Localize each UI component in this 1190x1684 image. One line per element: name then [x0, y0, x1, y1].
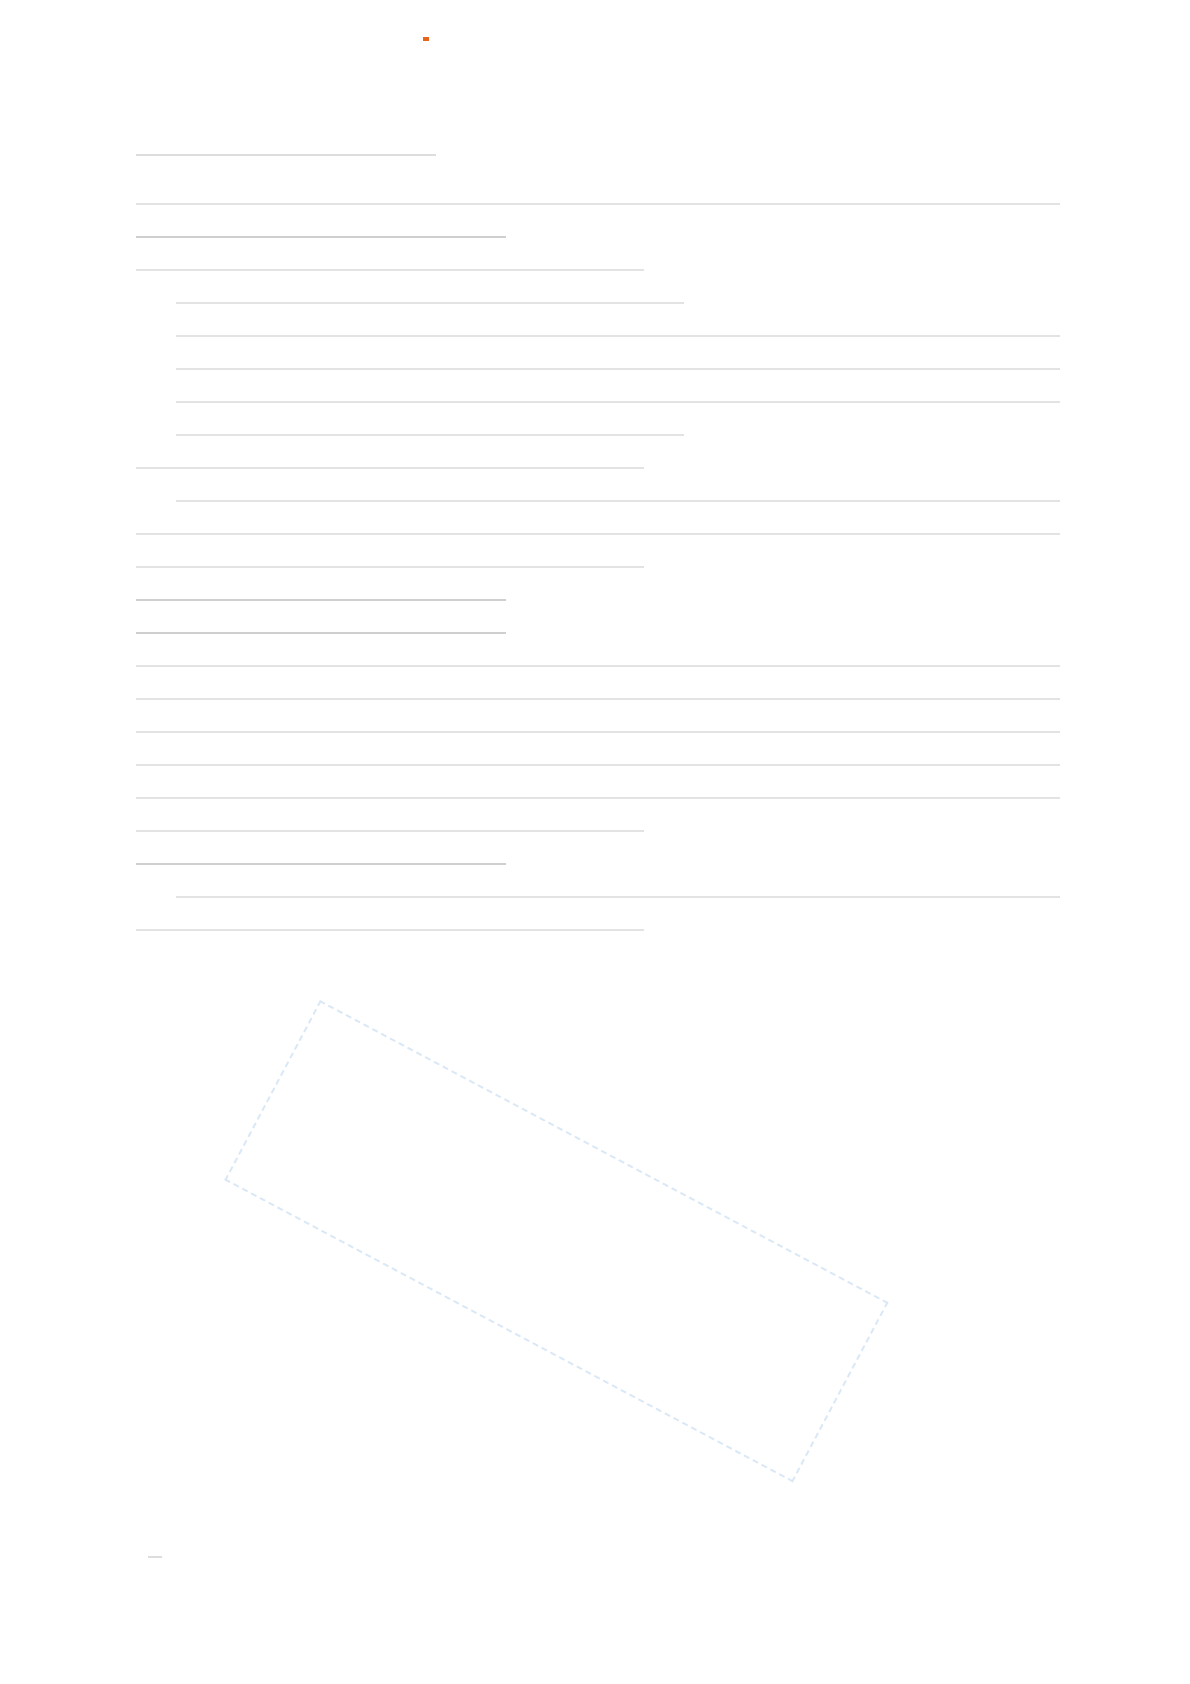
- text-line: [136, 713, 1060, 733]
- text-line: [136, 812, 644, 832]
- text-line: [176, 878, 1060, 898]
- document-header-code: [136, 134, 436, 156]
- text-line: [136, 647, 1060, 667]
- text-line: [136, 911, 644, 931]
- text-line: [176, 383, 1060, 403]
- text-line: [136, 680, 1060, 700]
- document-body: [136, 185, 1060, 944]
- section-heading-line: [136, 614, 506, 634]
- watermark: [224, 1000, 888, 1482]
- text-line: [136, 548, 644, 568]
- text-line: [136, 515, 1060, 535]
- section-heading-line: [136, 581, 506, 601]
- text-line: [136, 185, 1060, 205]
- text-line: [176, 416, 684, 436]
- orange-mark: [423, 37, 429, 41]
- section-heading-line: [136, 218, 506, 238]
- section-heading-line: [136, 845, 506, 865]
- page-number: [148, 1540, 162, 1558]
- text-line: [176, 284, 684, 304]
- text-line: [176, 317, 1060, 337]
- text-line: [176, 482, 1060, 502]
- text-line: [136, 746, 1060, 766]
- text-line: [136, 779, 1060, 799]
- text-line: [136, 251, 644, 271]
- text-line: [176, 350, 1060, 370]
- text-line: [136, 449, 644, 469]
